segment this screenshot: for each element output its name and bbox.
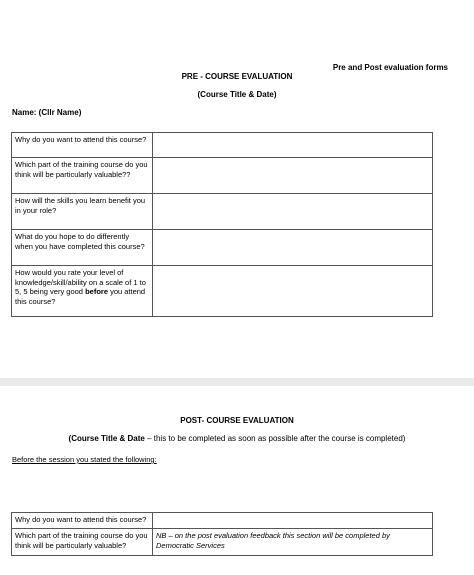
question-cell: Which part of the training course do you think will be particularly valuable?? bbox=[12, 158, 153, 194]
table-row bbox=[12, 529, 433, 556]
nb-note-cell: NB – on the post evaluation feedback this section will be completed by Democratic Services bbox=[153, 529, 433, 556]
post-course-subtitle bbox=[0, 434, 474, 443]
question-cell: Why do you want to attend this course? bbox=[12, 513, 153, 529]
question-text: How would you rate your level of knowledge/skill/ability on a scale of 1 to 5, 5 being very good bbox=[15, 268, 146, 296]
answer-cell[interactable] bbox=[153, 513, 433, 529]
answer-cell[interactable] bbox=[153, 230, 433, 266]
question-emphasis: before bbox=[85, 287, 108, 296]
post-course-table bbox=[11, 512, 433, 556]
table-row bbox=[12, 133, 433, 158]
question-text: you attend this course? bbox=[15, 287, 146, 306]
table-row bbox=[12, 230, 433, 266]
answer-cell[interactable] bbox=[153, 133, 433, 158]
answer-cell[interactable] bbox=[153, 266, 433, 317]
table-row bbox=[12, 194, 433, 230]
form-header: Pre and Post evaluation forms bbox=[332, 63, 448, 72]
pre-course-table bbox=[11, 132, 433, 317]
table-row bbox=[12, 266, 433, 317]
table-row bbox=[12, 513, 433, 529]
question-cell: Which part of the training course do you think will be particularly valuable? bbox=[12, 529, 153, 556]
subtitle-rest: – this to be completed as soon as possible after the course is completed) bbox=[144, 434, 406, 443]
post-course-title: POST- COURSE EVALUATION bbox=[180, 416, 294, 425]
question-cell bbox=[12, 266, 153, 317]
pre-course-subtitle: (Course Title & Date) bbox=[197, 90, 277, 99]
subtitle-bold: (Course Title & Date bbox=[68, 434, 145, 443]
table-row bbox=[12, 158, 433, 194]
answer-cell[interactable] bbox=[153, 194, 433, 230]
pre-course-title: PRE - COURSE EVALUATION bbox=[181, 72, 293, 81]
name-label: Name: (Cllr Name) bbox=[12, 108, 82, 117]
question-cell: What do you hope to do differently when you have completed this course? bbox=[12, 230, 153, 266]
answer-cell[interactable] bbox=[153, 158, 433, 194]
question-cell: How will the skills you learn benefit you in your role? bbox=[12, 194, 153, 230]
question-cell: Why do you want to attend this course? bbox=[12, 133, 153, 158]
before-session-label: Before the session you stated the following: bbox=[12, 455, 157, 464]
page-two bbox=[0, 386, 474, 575]
